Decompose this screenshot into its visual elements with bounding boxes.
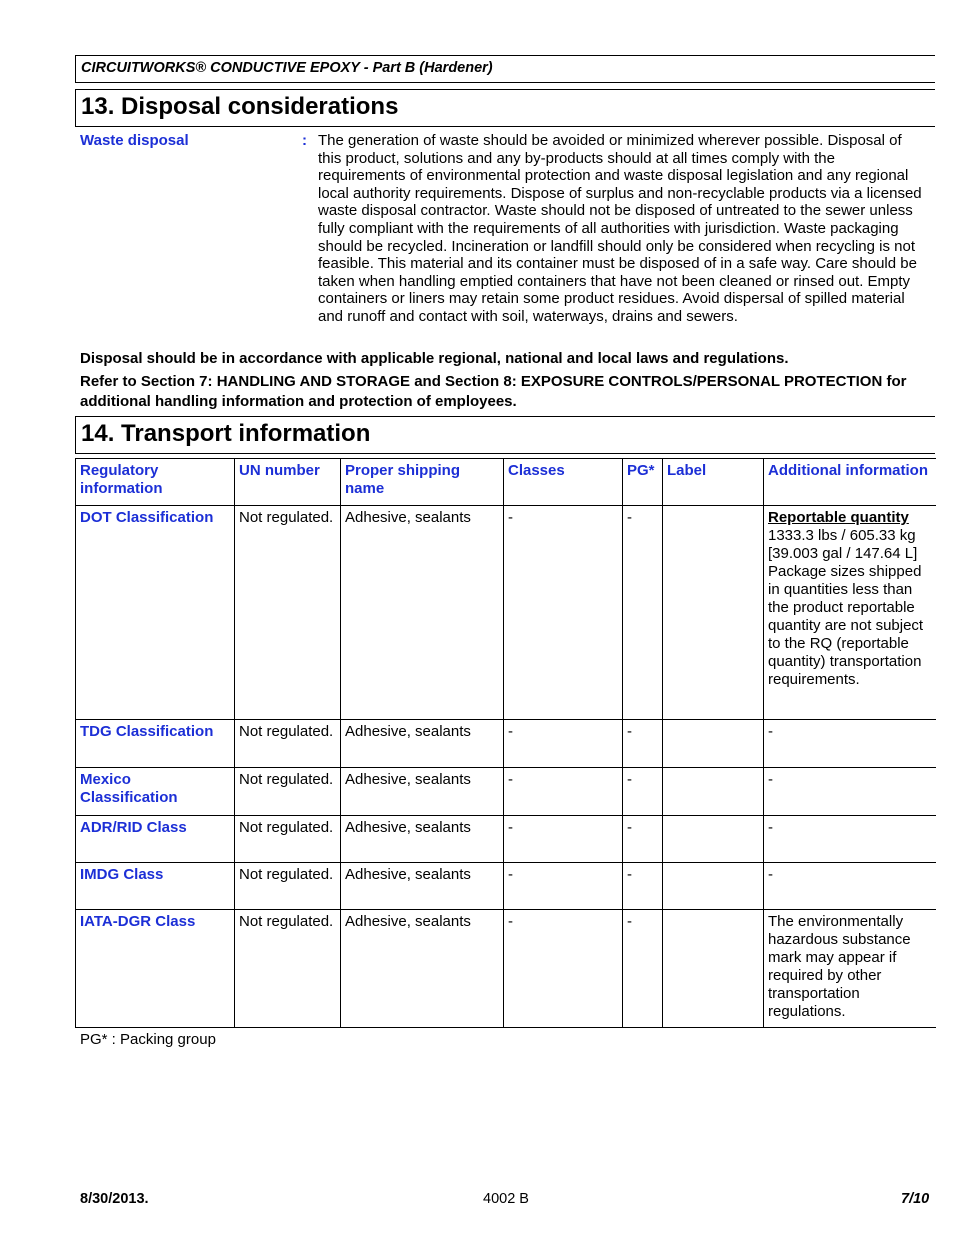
table-row xyxy=(76,910,936,1028)
refer-note: Refer to Section 7: HANDLING AND STORAGE and Section 8: EXPOSURE CONTROLS/PERSONAL PROTECTION for additional handling information and protection of employees. xyxy=(80,373,907,410)
document-title: CIRCUITWORKS® CONDUCTIVE EPOXY - Part B (Hardener) xyxy=(75,55,935,83)
row-un-number: Not regulated. xyxy=(235,816,341,863)
row-label xyxy=(663,720,764,768)
table-row xyxy=(76,863,936,910)
row-label xyxy=(663,816,764,863)
row-label xyxy=(663,863,764,910)
col-proper-shipping-name: Proper shipping name xyxy=(341,459,504,506)
row-additional-info: - xyxy=(764,768,936,816)
row-un-number: Not regulated. xyxy=(235,506,341,720)
row-classes: - xyxy=(504,768,623,816)
row-shipping-name: Adhesive, sealants xyxy=(341,768,504,816)
row-classes: - xyxy=(504,506,623,720)
footer-page-number: 7/10 xyxy=(901,1191,930,1207)
row-regulation-name: IATA-DGR Class xyxy=(76,910,235,1028)
row-additional-info: - xyxy=(764,816,936,863)
col-un-number: UN number xyxy=(235,459,341,506)
table-row xyxy=(76,768,936,816)
row-un-number: Not regulated. xyxy=(235,863,341,910)
transport-table xyxy=(75,458,936,1028)
footer-product-code: 4002 B xyxy=(483,1191,529,1207)
row-regulation-name: TDG Classification xyxy=(76,720,235,768)
waste-disposal-text: The generation of waste should be avoided or minimized wherever possible. Disposal of this product, solutions and any by-products should at all times comply with the requirements of environmental protection and waste disposal legislation and any regional local authority requirements. Dispose of surplus and non-recyclable products via a licensed waste disposal contractor. Waste should not be disposed of untreated to the sewer unless fully compliant with the requirements of all authorities with jurisdiction. Waste packaging should be recycled. Incineration or landfill should only be considered when recycling is not feasible. This material and its container must be disposed of in a safe way. Care should be taken when handling emptied containers that have not been cleaned or rinsed out. Empty containers or liners may retain some product residues. Avoid dispersal of spilled material and runoff and contact with soil, waterways, drains and sewers. xyxy=(318,132,922,325)
row-pg: - xyxy=(623,506,663,720)
row-classes: - xyxy=(504,816,623,863)
row-pg: - xyxy=(623,720,663,768)
row-un-number: Not regulated. xyxy=(235,768,341,816)
row-additional-info: - xyxy=(764,720,936,768)
reportable-quantity-text: 1333.3 lbs / 605.33 kg [39.003 gal / 147.64 L] Package sizes shipped in quantities less than the product reportable quantity are not subject to the RQ (reportable quantity) transportation requirements. xyxy=(768,527,924,688)
col-pg: PG* xyxy=(623,459,663,506)
packing-group-footnote: PG* : Packing group xyxy=(80,1031,216,1048)
row-pg: - xyxy=(623,863,663,910)
row-shipping-name: Adhesive, sealants xyxy=(341,863,504,910)
col-label: Label xyxy=(663,459,764,506)
col-classes: Classes xyxy=(504,459,623,506)
row-additional-info: The environmentally hazardous substance mark may appear if required by other transportation regulations. xyxy=(764,910,936,1028)
row-un-number: Not regulated. xyxy=(235,720,341,768)
row-label xyxy=(663,910,764,1028)
table-row xyxy=(76,720,936,768)
section-14-heading: 14. Transport information xyxy=(75,416,935,454)
row-shipping-name: Adhesive, sealants xyxy=(341,720,504,768)
waste-disposal-label: Waste disposal xyxy=(80,132,189,149)
col-regulatory-information: Regulatory information xyxy=(76,459,235,506)
row-shipping-name: Adhesive, sealants xyxy=(341,910,504,1028)
col-additional-information: Additional information xyxy=(764,459,936,506)
table-row xyxy=(76,816,936,863)
row-shipping-name: Adhesive, sealants xyxy=(341,506,504,720)
row-additional-info: - xyxy=(764,863,936,910)
row-classes: - xyxy=(504,910,623,1028)
row-shipping-name: Adhesive, sealants xyxy=(341,816,504,863)
row-label xyxy=(663,506,764,720)
row-label xyxy=(663,768,764,816)
row-classes: - xyxy=(504,720,623,768)
row-additional-info xyxy=(764,506,936,720)
row-pg: - xyxy=(623,768,663,816)
row-pg: - xyxy=(623,910,663,1028)
row-regulation-name: DOT Classification xyxy=(76,506,235,720)
row-regulation-name: ADR/RID Class xyxy=(76,816,235,863)
row-classes: - xyxy=(504,863,623,910)
table-row xyxy=(76,506,936,720)
row-pg: - xyxy=(623,816,663,863)
row-un-number: Not regulated. xyxy=(235,910,341,1028)
row-regulation-name: IMDG Class xyxy=(76,863,235,910)
section-13-heading: 13. Disposal considerations xyxy=(75,89,935,127)
row-regulation-name: Mexico Classification xyxy=(76,768,235,816)
label-colon: : xyxy=(302,132,307,149)
footer-date: 8/30/2013. xyxy=(80,1191,149,1207)
table-header-row xyxy=(76,459,936,506)
reportable-quantity-title: Reportable quantity xyxy=(768,509,909,526)
regulation-note: Disposal should be in accordance with applicable regional, national and local laws and regulations. xyxy=(80,350,789,367)
